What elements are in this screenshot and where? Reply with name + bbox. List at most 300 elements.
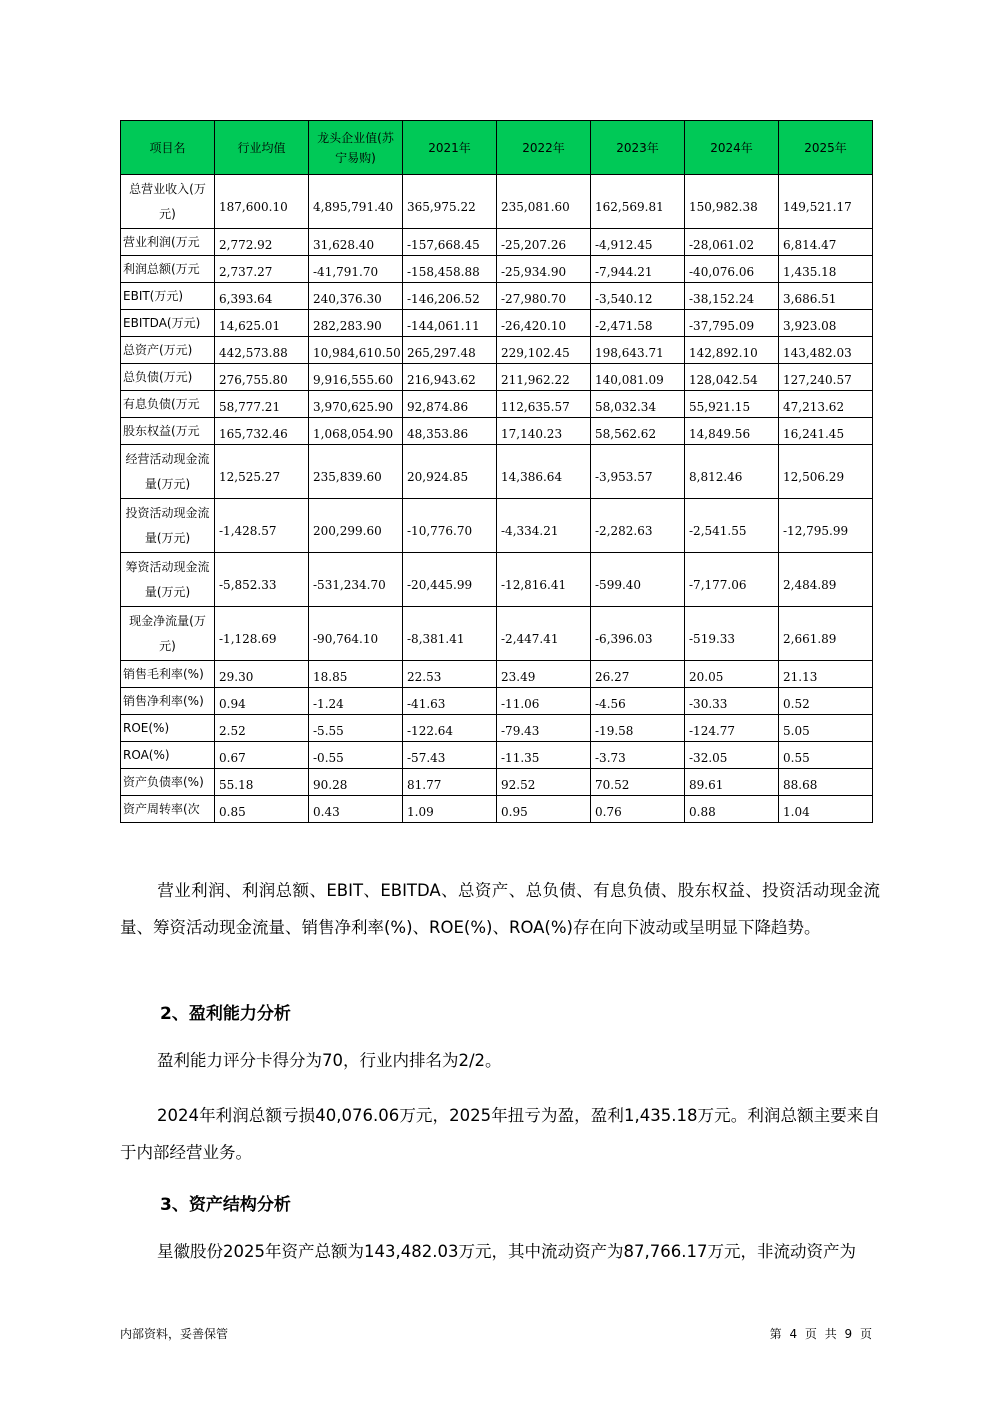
cell-value: 22.53 [407, 670, 442, 684]
table-cell [497, 715, 591, 742]
table-cell [309, 796, 403, 823]
table-cell [497, 337, 591, 364]
table-cell [497, 553, 591, 607]
cell-value: -3,953.57 [595, 469, 653, 484]
table-cell [497, 688, 591, 715]
table-cell [215, 715, 309, 742]
cell-value: -25,207.26 [501, 238, 567, 252]
table-cell [685, 256, 779, 283]
cell-value: 2,484.89 [783, 577, 837, 592]
table-cell [309, 364, 403, 391]
cell-value: 142,892.10 [689, 346, 758, 360]
table-cell [497, 607, 591, 661]
cell-value: -2,471.58 [595, 319, 653, 333]
paragraph-text: 星徽股份2025年资产总额为143,482.03万元，其中流动资产为87,766.17万元，非流动资产为 [157, 1242, 856, 1261]
cell-value: -144,061.11 [407, 319, 480, 333]
table-cell [779, 742, 873, 769]
header-cell: 2022年 [497, 121, 591, 175]
table-cell [309, 418, 403, 445]
cell-value: 14,386.64 [501, 469, 563, 484]
cell-value: 10,984,610.50 [313, 346, 401, 360]
cell-value: -1,128.69 [219, 631, 277, 646]
table-cell [403, 607, 497, 661]
cell-value: -519.33 [689, 631, 736, 646]
cell-value: 70.52 [595, 778, 630, 792]
table-cell [215, 742, 309, 769]
cell-value: 12,525.27 [219, 469, 281, 484]
table-cell [403, 256, 497, 283]
cell-value: 0.76 [595, 805, 622, 819]
table-cell [591, 553, 685, 607]
table-cell [403, 310, 497, 337]
table-cell [497, 418, 591, 445]
cell-value: 276,755.80 [219, 373, 288, 387]
table-cell [215, 364, 309, 391]
table-row [121, 553, 873, 607]
table-row [121, 175, 873, 229]
cell-value: 9,916,555.60 [313, 373, 394, 387]
table-cell [403, 742, 497, 769]
row-label: 总营业收入(万元) [121, 175, 215, 229]
table-cell [309, 742, 403, 769]
table-cell [497, 391, 591, 418]
table-cell [779, 283, 873, 310]
cell-value: 6,814.47 [783, 238, 837, 252]
table-cell [779, 445, 873, 499]
cell-value: 240,376.30 [313, 292, 382, 306]
row-label: ROA(%) [121, 742, 215, 769]
cell-value: -30.33 [689, 697, 728, 711]
cell-value: 26.27 [595, 670, 630, 684]
cell-value: -124.77 [689, 724, 736, 738]
cell-value: -531,234.70 [313, 577, 386, 592]
cell-value: 6,393.64 [219, 292, 273, 306]
table-cell [591, 499, 685, 553]
table-cell [215, 688, 309, 715]
table-cell [497, 364, 591, 391]
cell-value: 92.52 [501, 778, 536, 792]
table-cell [685, 310, 779, 337]
cell-value: 89.61 [689, 778, 724, 792]
table-cell [779, 310, 873, 337]
table-row [121, 418, 873, 445]
table-cell [215, 229, 309, 256]
row-label: EBIT(万元) [121, 283, 215, 310]
table-cell [591, 769, 685, 796]
cell-value: 216,943.62 [407, 373, 476, 387]
cell-value: 3,923.08 [783, 319, 837, 333]
cell-value: 14,625.01 [219, 319, 281, 333]
cell-value: 92,874.86 [407, 400, 469, 414]
table-cell [497, 310, 591, 337]
header-cell: 2021年 [403, 121, 497, 175]
cell-value: 0.95 [501, 805, 528, 819]
cell-value: -3.73 [595, 751, 626, 765]
table-cell [685, 688, 779, 715]
cell-value: 23.49 [501, 670, 536, 684]
table-cell [685, 607, 779, 661]
table-cell [309, 499, 403, 553]
table-cell [497, 742, 591, 769]
table-cell [309, 715, 403, 742]
table-cell [215, 175, 309, 229]
table-cell [685, 337, 779, 364]
table-cell [309, 607, 403, 661]
cell-value: 150,982.38 [689, 199, 758, 214]
cell-value: -8,381.41 [407, 631, 465, 646]
table-cell [309, 256, 403, 283]
table-cell [497, 229, 591, 256]
cell-value: -28,061.02 [689, 238, 755, 252]
table-cell [685, 553, 779, 607]
table-cell [309, 310, 403, 337]
cell-value: -12,816.41 [501, 577, 567, 592]
table-cell [591, 418, 685, 445]
table-cell [403, 445, 497, 499]
cell-value: 128,042.54 [689, 373, 758, 387]
table-cell [497, 175, 591, 229]
table-cell [779, 499, 873, 553]
cell-value: 0.88 [689, 805, 716, 819]
table-cell [779, 175, 873, 229]
table-cell [403, 283, 497, 310]
table-row [121, 391, 873, 418]
table-cell [685, 283, 779, 310]
table-cell [591, 688, 685, 715]
cell-value: -7,177.06 [689, 577, 747, 592]
table-cell [215, 499, 309, 553]
cell-value: 143,482.03 [783, 346, 852, 360]
paragraph-text: 盈利能力评分卡得分为70，行业内排名为2/2。 [157, 1051, 502, 1070]
cell-value: 0.85 [219, 805, 246, 819]
cell-value: -2,541.55 [689, 523, 747, 538]
cell-value: 20,924.85 [407, 469, 469, 484]
cell-value: 20.05 [689, 670, 724, 684]
cell-value: 58,562.62 [595, 427, 657, 441]
table-row [121, 661, 873, 688]
cell-value: 1,068,054.90 [313, 427, 394, 441]
cell-value: 18.85 [313, 670, 348, 684]
cell-value: -122.64 [407, 724, 454, 738]
table-cell [497, 445, 591, 499]
table-cell [779, 661, 873, 688]
cell-value: 282,283.90 [313, 319, 382, 333]
asset-structure-paragraph [120, 1233, 880, 1270]
table-cell [685, 364, 779, 391]
row-label: 营业利润(万元 [121, 229, 215, 256]
table-cell [591, 715, 685, 742]
table-cell [591, 391, 685, 418]
cell-value: 47,213.62 [783, 400, 845, 414]
row-label: 投资活动现金流量(万元) [121, 499, 215, 553]
table-cell [779, 688, 873, 715]
table-cell [779, 553, 873, 607]
table-cell [591, 337, 685, 364]
cell-value: 81.77 [407, 778, 442, 792]
header-cell: 2023年 [591, 121, 685, 175]
table-row [121, 256, 873, 283]
table-cell [215, 256, 309, 283]
table-cell [309, 445, 403, 499]
cell-value: -25,934.90 [501, 265, 567, 279]
cell-value: 88.68 [783, 778, 818, 792]
cell-value: 140,081.09 [595, 373, 664, 387]
table-cell [403, 688, 497, 715]
cell-value: 31,628.40 [313, 238, 375, 252]
section-heading-profitability: 2、盈利能力分析 [160, 1004, 291, 1024]
cell-value: 12,506.29 [783, 469, 845, 484]
table-cell [403, 553, 497, 607]
cell-value: 58,777.21 [219, 400, 281, 414]
table-cell [403, 661, 497, 688]
cell-value: 48,353.86 [407, 427, 469, 441]
table-cell [779, 364, 873, 391]
table-header-row [121, 121, 873, 175]
cell-value: -38,152.24 [689, 292, 755, 306]
cell-value: 0.52 [783, 697, 810, 711]
cell-value: 200,299.60 [313, 523, 382, 538]
table-cell [591, 256, 685, 283]
header-cell: 龙头企业值(苏宁易购) [309, 121, 403, 175]
table-cell [591, 742, 685, 769]
cell-value: -12,795.99 [783, 523, 849, 538]
table-cell [215, 310, 309, 337]
table-cell [685, 499, 779, 553]
cell-value: 149,521.17 [783, 199, 852, 214]
row-label: 利润总额(万元 [121, 256, 215, 283]
cell-value: 1.09 [407, 805, 434, 819]
table-cell [309, 175, 403, 229]
financial-table [120, 120, 873, 823]
table-row [121, 769, 873, 796]
table-cell [403, 769, 497, 796]
table-cell [685, 769, 779, 796]
cell-value: 229,102.45 [501, 346, 570, 360]
table-row [121, 337, 873, 364]
cell-value: 16,241.45 [783, 427, 845, 441]
cell-value: -41,791.70 [313, 265, 379, 279]
table-cell [403, 418, 497, 445]
table-cell [403, 337, 497, 364]
cell-value: 127,240.57 [783, 373, 852, 387]
cell-value: 2,737.27 [219, 265, 273, 279]
cell-value: -2,282.63 [595, 523, 653, 538]
cell-value: -57.43 [407, 751, 446, 765]
table-cell [685, 742, 779, 769]
table-cell [309, 391, 403, 418]
cell-value: -7,944.21 [595, 265, 653, 279]
table-cell [309, 769, 403, 796]
cell-value: -19.58 [595, 724, 634, 738]
cell-value: 3,686.51 [783, 292, 837, 306]
cell-value: 0.94 [219, 697, 246, 711]
table-cell [779, 256, 873, 283]
cell-value: 4,895,791.40 [313, 199, 394, 214]
cell-value: 235,081.60 [501, 199, 570, 214]
cell-value: 165,732.46 [219, 427, 288, 441]
table-cell [591, 310, 685, 337]
cell-value: 112,635.57 [501, 400, 570, 414]
profitability-score-paragraph [120, 1042, 880, 1079]
table-cell [403, 229, 497, 256]
table-cell [497, 283, 591, 310]
table-cell [215, 607, 309, 661]
cell-value: -5,852.33 [219, 577, 277, 592]
cell-value: -599.40 [595, 577, 642, 592]
table-cell [591, 607, 685, 661]
table-cell [685, 796, 779, 823]
table-cell [591, 283, 685, 310]
cell-value: -41.63 [407, 697, 446, 711]
table-cell [215, 553, 309, 607]
table-cell [215, 796, 309, 823]
cell-value: -5.55 [313, 724, 344, 738]
cell-value: 2,661.89 [783, 631, 837, 646]
table-cell [591, 445, 685, 499]
table-row [121, 607, 873, 661]
table-cell [497, 256, 591, 283]
table-cell [779, 337, 873, 364]
cell-value: -1,428.57 [219, 523, 277, 538]
cell-value: 187,600.10 [219, 199, 288, 214]
cell-value: 198,643.71 [595, 346, 664, 360]
cell-value: 58,032.34 [595, 400, 657, 414]
table-row [121, 283, 873, 310]
table-cell [215, 337, 309, 364]
table-cell [403, 391, 497, 418]
cell-value: -3,540.12 [595, 292, 653, 306]
table-row [121, 715, 873, 742]
table-cell [309, 661, 403, 688]
cell-value: -11.06 [501, 697, 540, 711]
table-cell [591, 364, 685, 391]
table-cell [309, 553, 403, 607]
cell-value: -20,445.99 [407, 577, 473, 592]
table-cell [591, 175, 685, 229]
header-cell: 2024年 [685, 121, 779, 175]
table-row [121, 499, 873, 553]
table-cell [779, 391, 873, 418]
row-label: 总资产(万元) [121, 337, 215, 364]
table-cell [403, 175, 497, 229]
table-cell [497, 661, 591, 688]
cell-value: -6,396.03 [595, 631, 653, 646]
cell-value: -37,795.09 [689, 319, 755, 333]
table-cell [497, 796, 591, 823]
table-row [121, 229, 873, 256]
row-label: 总负债(万元) [121, 364, 215, 391]
cell-value: -4.56 [595, 697, 626, 711]
cell-value: 211,962.22 [501, 373, 570, 387]
table-row [121, 445, 873, 499]
table-cell [215, 445, 309, 499]
cell-value: -146,206.52 [407, 292, 480, 306]
table-cell [215, 283, 309, 310]
table-cell [403, 796, 497, 823]
table-cell [309, 688, 403, 715]
table-row [121, 364, 873, 391]
table-row [121, 796, 873, 823]
table-cell [309, 229, 403, 256]
cell-value: 8,812.46 [689, 469, 743, 484]
row-label: 有息负债(万元 [121, 391, 215, 418]
cell-value: 1.04 [783, 805, 810, 819]
table-cell [685, 175, 779, 229]
footer-page-number: 第 4 页 共 9 页 [769, 1327, 872, 1341]
cell-value: -90,764.10 [313, 631, 379, 646]
cell-value: -26,420.10 [501, 319, 567, 333]
cell-value: -10,776.70 [407, 523, 473, 538]
cell-value: 14,849.56 [689, 427, 751, 441]
row-label: 现金净流量(万元) [121, 607, 215, 661]
table-cell [685, 391, 779, 418]
cell-value: -40,076.06 [689, 265, 755, 279]
table-cell [685, 229, 779, 256]
cell-value: 162,569.81 [595, 199, 664, 214]
table-cell [779, 229, 873, 256]
cell-value: 442,573.88 [219, 346, 288, 360]
table-row [121, 688, 873, 715]
cell-value: -2,447.41 [501, 631, 559, 646]
cell-value: 17,140.23 [501, 427, 563, 441]
cell-value: -79.43 [501, 724, 540, 738]
cell-value: -11.35 [501, 751, 540, 765]
table-cell [215, 661, 309, 688]
profit-total-paragraph [120, 1097, 880, 1171]
table-cell [779, 418, 873, 445]
cell-value: -27,980.70 [501, 292, 567, 306]
section-heading-asset-structure: 3、资产结构分析 [160, 1195, 291, 1215]
table-cell [779, 796, 873, 823]
table-row [121, 310, 873, 337]
cell-value: 235,839.60 [313, 469, 382, 484]
table-cell [403, 715, 497, 742]
cell-value: 90.28 [313, 778, 348, 792]
row-label: 资产负债率(%) [121, 769, 215, 796]
table-cell [779, 769, 873, 796]
cell-value: 55,921.15 [689, 400, 751, 414]
table-cell [309, 283, 403, 310]
cell-value: 265,297.48 [407, 346, 476, 360]
table-cell [685, 418, 779, 445]
table-cell [779, 607, 873, 661]
table-cell [403, 499, 497, 553]
cell-value: 0.55 [783, 751, 810, 765]
cell-value: 2,772.92 [219, 238, 273, 252]
row-label: ROE(%) [121, 715, 215, 742]
row-label: 筹资活动现金流量(万元) [121, 553, 215, 607]
row-label: 销售毛利率(%) [121, 661, 215, 688]
cell-value: 2.52 [219, 724, 246, 738]
table-cell [215, 418, 309, 445]
table-cell [779, 715, 873, 742]
footer-confidential: 内部资料，妥善保管 [120, 1327, 229, 1341]
cell-value: 0.67 [219, 751, 246, 765]
cell-value: 0.43 [313, 805, 340, 819]
cell-value: 3,970,625.90 [313, 400, 394, 414]
cell-value: 21.13 [783, 670, 818, 684]
table-cell [497, 499, 591, 553]
table-cell [591, 229, 685, 256]
cell-value: -157,668.45 [407, 238, 480, 252]
paragraph-text: 2024年利润总额亏损40,076.06万元，2025年扭亏为盈，盈利1,435.18万元。利润总额主要来自于内部经营业务。 [120, 1106, 880, 1162]
table-row [121, 742, 873, 769]
analysis-paragraph [120, 872, 880, 946]
table-cell [685, 445, 779, 499]
cell-value: -158,458.88 [407, 265, 480, 279]
table-cell [685, 661, 779, 688]
table-cell [591, 796, 685, 823]
